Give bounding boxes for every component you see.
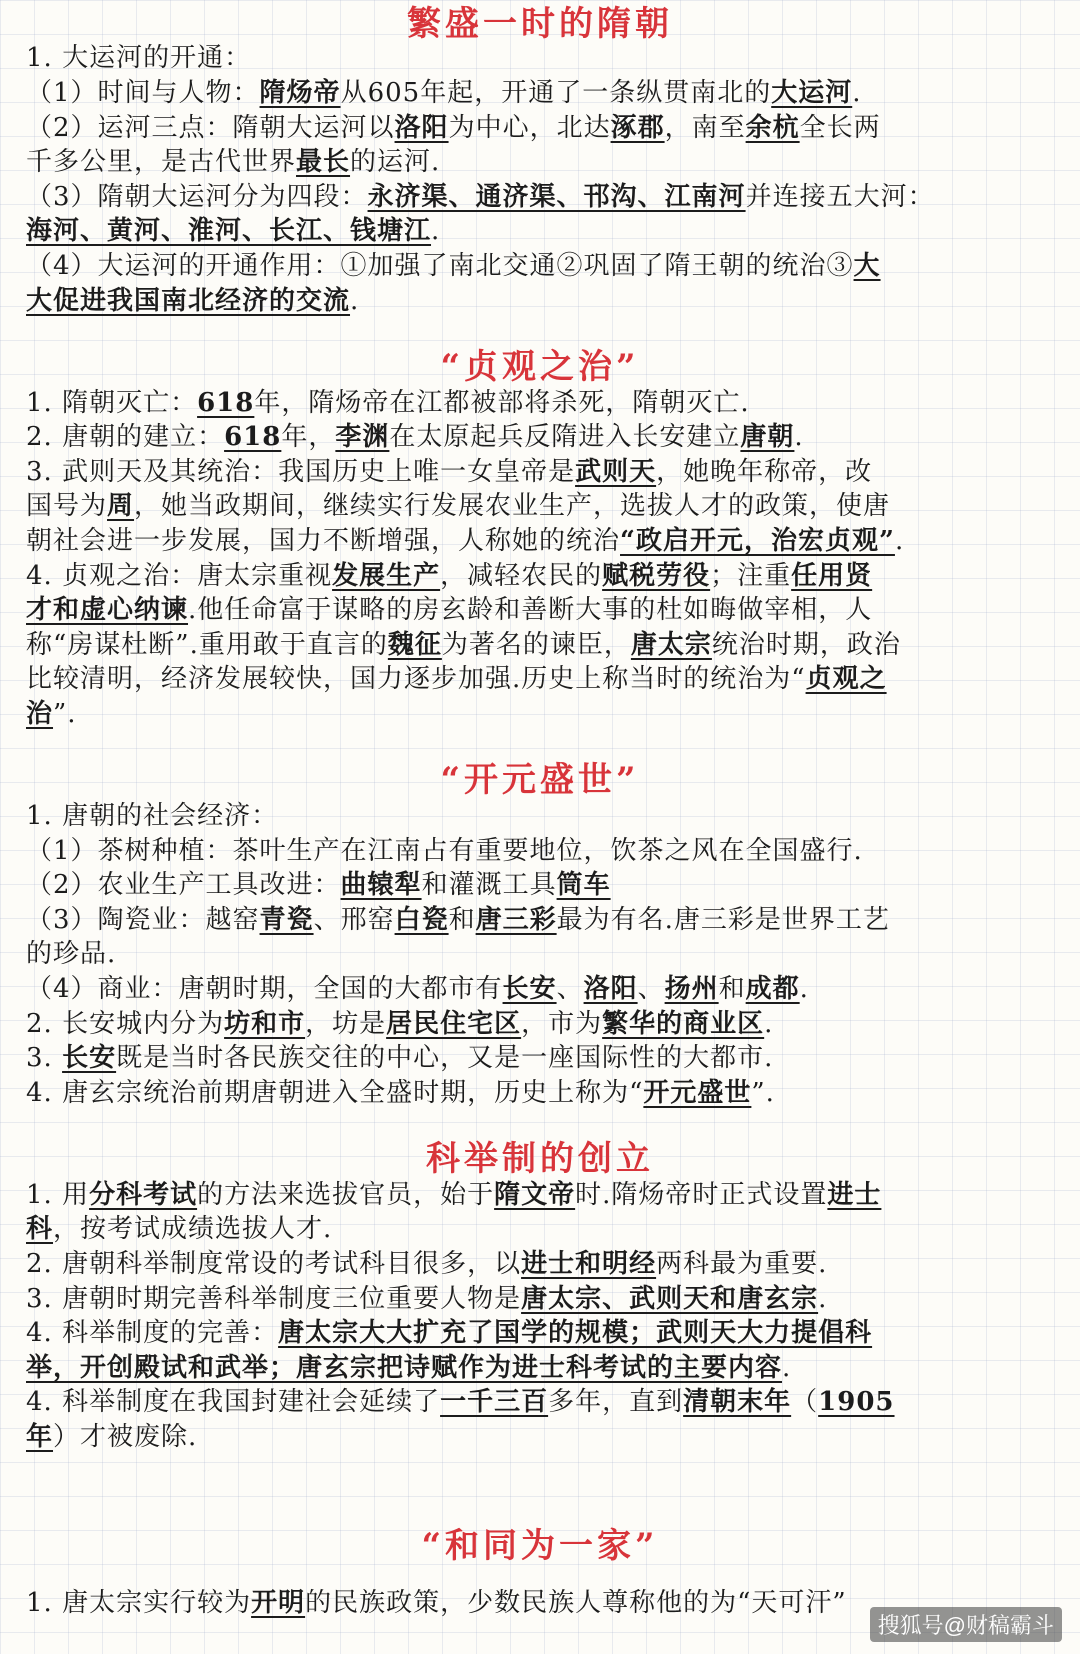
- note-text: .: [794, 422, 804, 452]
- note-text: 和灌溉工具: [421, 870, 557, 900]
- note-line: [26, 1247, 1056, 1282]
- note-text: （4）大运河的开通作用：①加强了南北交通②巩固了隋王朝的统治③: [26, 251, 854, 281]
- note-line: [26, 145, 1056, 180]
- note-line: [26, 249, 1056, 284]
- key-term: 发展生产: [332, 561, 441, 591]
- note-line: [26, 559, 1056, 594]
- key-term: 最长: [296, 147, 351, 177]
- key-term: 年: [26, 1422, 54, 1452]
- key-term: 余杭: [745, 113, 800, 143]
- note-line: [26, 214, 1056, 249]
- key-term: 赋税劳役: [602, 561, 711, 591]
- note-text: 1. 大运河的开通：: [26, 43, 252, 73]
- key-term: 白瓷: [394, 905, 449, 935]
- note-text: ，南至: [664, 113, 746, 143]
- note-text: 为著名的谏臣，: [441, 630, 631, 660]
- key-term: 唐三彩: [475, 905, 557, 935]
- key-term: 坊和市: [224, 1009, 306, 1039]
- key-term: 唐太宗、武则天和唐玄宗: [521, 1284, 819, 1314]
- key-term: 一千三百: [440, 1387, 549, 1417]
- note-line: [26, 834, 1056, 869]
- note-text: 3. 武则天及其统治：我国历史上唯一女皇帝是: [26, 457, 576, 487]
- section-title-hetong: “和同为一家”: [421, 1526, 659, 1566]
- key-term: “政启开元，治宏贞观”: [620, 526, 895, 556]
- note-text: 既是当时各民族交往的中心，又是一座国际性的大都市.: [116, 1043, 774, 1073]
- note-text: 的珍品.: [26, 939, 117, 969]
- note-text: ”.: [53, 699, 77, 729]
- key-term: 才和虚心纳谏: [26, 595, 189, 625]
- key-term: 魏征: [387, 630, 442, 660]
- source-watermark: 搜狐号@财稿霸斗: [870, 1607, 1062, 1642]
- note-text: 4. 科举制度在我国封建社会延续了: [26, 1387, 441, 1417]
- note-text: 最为有名.唐三彩是世界工艺: [556, 905, 890, 935]
- key-term: 长安: [62, 1043, 117, 1073]
- key-term: 分科考试: [89, 1180, 198, 1210]
- note-text: 、邢窑: [313, 905, 395, 935]
- note-text: 和: [718, 974, 746, 1004]
- key-term: 任用贤: [791, 561, 873, 591]
- section-title-sui: 繁盛一时的隋朝: [407, 4, 673, 44]
- note-text: 1. 用: [26, 1180, 90, 1210]
- key-term: 618: [224, 422, 282, 452]
- note-text: 年，隋炀帝在江都被部将杀死，隋朝灭亡.: [254, 388, 750, 418]
- note-text: .: [350, 286, 360, 316]
- note-text: （2）农业生产工具改进：: [26, 870, 341, 900]
- note-text: 2. 唐朝的建立：: [26, 422, 225, 452]
- note-text: （1）茶树种植：茶叶生产在江南占有重要地位，饮茶之风在全国盛行.: [26, 836, 863, 866]
- note-line: [26, 386, 1056, 421]
- note-text: （2）运河三点：隋朝大运河以: [26, 113, 395, 143]
- key-term: 贞观之: [805, 664, 887, 694]
- note-text: ，按考试成绩选拔人才.: [53, 1214, 333, 1244]
- key-term: 618: [197, 388, 255, 418]
- key-term: 开明: [251, 1588, 306, 1618]
- key-term: 居民住宅区: [386, 1009, 522, 1039]
- note-text: 1. 唐朝的社会经济：: [26, 801, 279, 831]
- note-text: 3. 唐朝时期完善科举制度三位重要人物是: [26, 1284, 522, 1314]
- key-term: 1905: [818, 1387, 895, 1417]
- note-text: （1）时间与人物：: [26, 78, 260, 108]
- key-term: 长安: [502, 974, 557, 1004]
- key-term: 扬州: [664, 974, 719, 1004]
- key-term: 唐朝: [740, 422, 795, 452]
- note-line: [26, 1212, 1056, 1247]
- note-text: 的方法来选拔官员，始于: [197, 1180, 495, 1210]
- key-term: 青瓷: [259, 905, 314, 935]
- note-text: ，她晚年称帝，改: [656, 457, 873, 487]
- key-term: 繁华的商业区: [602, 1009, 765, 1039]
- key-term: 进士和明经: [521, 1249, 657, 1279]
- key-term: 成都: [745, 974, 800, 1004]
- note-text: 统治时期，政治: [711, 630, 901, 660]
- note-line: [26, 972, 1056, 1007]
- note-text: .: [894, 526, 905, 556]
- note-line: [26, 697, 1056, 732]
- note-line: [26, 489, 1056, 524]
- note-text: 4. 科举制度的完善：: [26, 1318, 279, 1348]
- note-line: [26, 1351, 1056, 1386]
- note-line: [26, 111, 1056, 146]
- key-term: 开元盛世: [643, 1078, 752, 1108]
- note-text: ”.: [751, 1078, 775, 1108]
- key-term: 清朝末年: [683, 1387, 792, 1417]
- key-term: 筒车: [556, 870, 611, 900]
- note-text: 、: [637, 974, 665, 1004]
- note-text: 1. 隋朝灭亡：: [26, 388, 198, 418]
- note-line: [26, 284, 1056, 319]
- note-line: [26, 524, 1056, 559]
- note-line: [26, 937, 1056, 972]
- note-text: ，坊是: [305, 1009, 387, 1039]
- note-text: 千多公里，是古代世界: [26, 147, 297, 177]
- note-text: .: [431, 216, 441, 246]
- note-line: [26, 903, 1056, 938]
- note-text: 4. 唐玄宗统治前期唐朝进入全盛时期，历史上称为“: [26, 1078, 644, 1108]
- note-text: （: [791, 1387, 819, 1417]
- note-line: [26, 420, 1056, 455]
- note-line: [26, 868, 1056, 903]
- note-line: [26, 593, 1056, 628]
- note-text: 4. 贞观之治：唐太宗重视: [26, 561, 333, 591]
- section-title-kaiyuan: “开元盛世”: [440, 760, 640, 800]
- note-text: 年，: [281, 422, 336, 452]
- note-text: ；注重: [710, 561, 792, 591]
- note-line: [26, 799, 1056, 834]
- key-term: 科: [26, 1214, 54, 1244]
- note-text: 从605年起，开通了一条纵贯南北的: [340, 78, 772, 108]
- note-line: [26, 1385, 1056, 1420]
- note-text: 两科最为重要.: [656, 1249, 828, 1279]
- key-term: 唐太宗: [630, 630, 712, 660]
- key-term: 隋炀帝: [259, 78, 341, 108]
- key-term: 大促进我国南北经济的交流: [26, 286, 351, 316]
- note-text: .: [799, 974, 809, 1004]
- key-term: 举，开创殿试和武举；唐玄宗把诗赋作为进士科考试的主要内容: [26, 1353, 783, 1383]
- note-text: 2. 长安城内分为: [26, 1009, 225, 1039]
- key-term: 洛阳: [583, 974, 638, 1004]
- note-text: 并连接五大河：: [745, 182, 935, 212]
- note-line: [26, 1316, 1056, 1351]
- note-line: [26, 628, 1056, 663]
- note-text: 2. 唐朝科举制度常设的考试科目很多，以: [26, 1249, 522, 1279]
- note-text: ，减轻农民的: [440, 561, 603, 591]
- key-term: 进士: [827, 1180, 882, 1210]
- note-text: 比较清明，经济发展较快，国力逐步加强.历史上称当时的统治为“: [26, 664, 806, 694]
- section-title-zhenguan: “贞观之治”: [440, 347, 640, 387]
- note-text: （3）陶瓷业：越窑: [26, 905, 260, 935]
- note-text: .: [782, 1353, 792, 1383]
- key-term: 隋文帝: [494, 1180, 576, 1210]
- note-line: [26, 76, 1056, 111]
- note-line: [26, 1282, 1056, 1317]
- note-line: [26, 1178, 1056, 1213]
- key-term: 大: [853, 251, 881, 281]
- key-term: 治: [26, 699, 54, 729]
- note-text: （3）隋朝大运河分为四段：: [26, 182, 368, 212]
- note-line: [26, 1041, 1056, 1076]
- note-text: 多年，直到: [548, 1387, 684, 1417]
- key-term: 大运河: [771, 78, 853, 108]
- note-text: 的民族政策，少数民族人尊称他的为“天可汗”: [305, 1588, 847, 1618]
- key-term: 永济渠、通济渠、邗沟、江南河: [367, 182, 746, 212]
- note-line: [26, 455, 1056, 490]
- note-text: .他任命富于谋略的房玄龄和善断大事的杜如晦做宰相，人: [188, 595, 873, 625]
- note-text: 为中心，北达: [448, 113, 611, 143]
- note-text: 国号为: [26, 491, 108, 521]
- note-text: .: [764, 1009, 774, 1039]
- note-text: ）才被废除.: [53, 1422, 198, 1452]
- note-text: 和: [448, 905, 476, 935]
- key-term: 周: [107, 491, 135, 521]
- note-text: 时.隋炀帝时正式设置: [575, 1180, 828, 1210]
- note-text: ，市为: [521, 1009, 603, 1039]
- key-term: 洛阳: [394, 113, 449, 143]
- note-text: 称“房谋杜断”.重用敢于直言的: [26, 630, 388, 660]
- note-text: 在太原起兵反隋进入长安建立: [389, 422, 741, 452]
- note-line: [26, 180, 1056, 215]
- key-term: 唐太宗大大扩充了国学的规模；武则天大力提倡科: [278, 1318, 873, 1348]
- note-line: [26, 1420, 1056, 1455]
- note-text: ，她当政期间，继续实行发展农业生产，选拔人才的政策，使唐: [134, 491, 891, 521]
- note-text: 全长两: [799, 113, 881, 143]
- key-term: 曲辕犁: [340, 870, 422, 900]
- note-text: 、: [556, 974, 584, 1004]
- note-line: [26, 1076, 1056, 1111]
- key-term: 海河、黄河、淮河、长江、钱塘江: [26, 216, 432, 246]
- key-term: 涿郡: [610, 113, 665, 143]
- note-line: [26, 41, 1056, 76]
- note-text: .: [852, 78, 862, 108]
- note-line: [26, 1007, 1056, 1042]
- note-text: 1. 唐太宗实行较为: [26, 1588, 252, 1618]
- note-text: .: [818, 1284, 828, 1314]
- note-line: [26, 662, 1056, 697]
- note-text: 3.: [26, 1043, 63, 1073]
- note-text: （4）商业：唐朝时期，全国的大都市有: [26, 974, 503, 1004]
- key-term: 武则天: [575, 457, 657, 487]
- note-text: 朝社会进一步发展，国力不断增强，人称她的统治: [26, 526, 621, 556]
- section-title-keju: 科举制的创立: [426, 1139, 654, 1179]
- key-term: 李渊: [335, 422, 390, 452]
- note-text: 的运河.: [350, 147, 441, 177]
